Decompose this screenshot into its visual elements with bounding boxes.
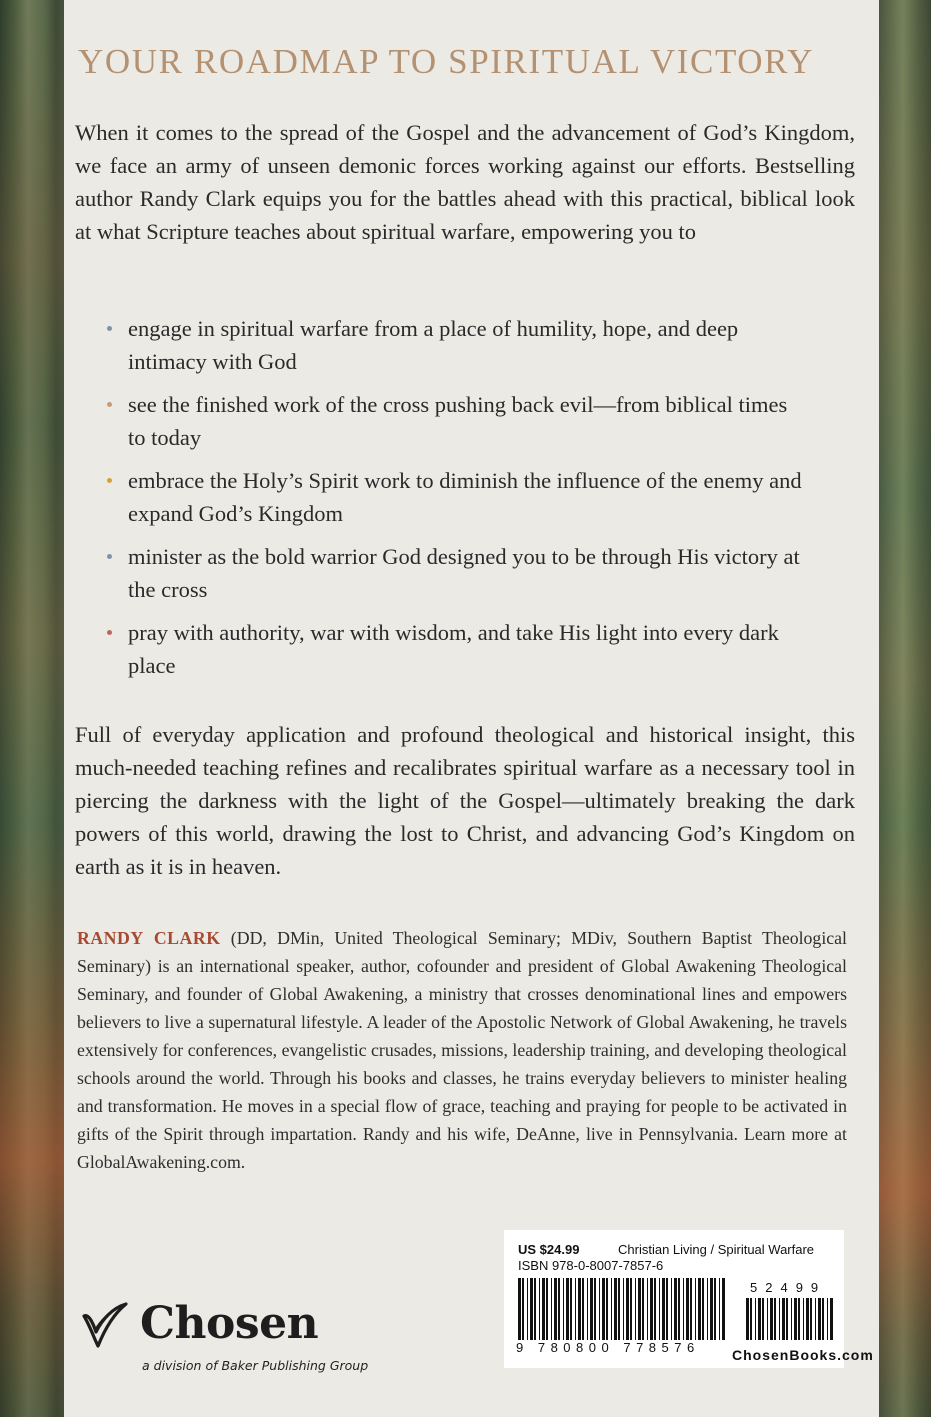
category-label: Christian Living / Spiritual Warfare <box>618 1242 815 1257</box>
barcode-bar <box>762 1298 764 1340</box>
barcode-bar <box>774 1298 776 1340</box>
barcode-bar <box>714 1278 716 1340</box>
benefit-text: see the finished work of the cross pushing back evil—from biblical times to today <box>128 392 788 450</box>
publisher-subtitle: a division of Baker Publishing Group <box>142 1358 369 1373</box>
barcode-bar <box>635 1278 636 1340</box>
headline: YOUR ROADMAP TO SPIRITUAL VICTORY <box>78 42 815 81</box>
benefit-text: pray with authority, war with wisdom, and take His light into every dark place <box>128 620 779 678</box>
barcode-bar <box>563 1278 564 1340</box>
barcode-bar <box>782 1298 785 1340</box>
barcode-bar <box>798 1298 800 1340</box>
barcode-bar <box>606 1278 608 1340</box>
barcode-bar <box>618 1278 620 1340</box>
barcode-bar <box>650 1278 653 1340</box>
addon-digits: 52499 <box>750 1280 827 1295</box>
barcode-bar <box>698 1278 701 1340</box>
benefit-item <box>64 464 808 530</box>
publisher-logo <box>78 1290 408 1380</box>
publisher-website: ChosenBooks.com <box>732 1347 874 1363</box>
barcode-bar <box>666 1278 668 1340</box>
barcode-bar <box>611 1278 612 1340</box>
barcode-bar <box>578 1278 581 1340</box>
barcode-bar <box>599 1278 600 1340</box>
barcode-bar <box>686 1278 689 1340</box>
barcode-bar <box>767 1298 768 1340</box>
benefit-item <box>64 616 808 682</box>
bullet-dot-icon <box>107 554 112 559</box>
barcode-bar <box>587 1278 588 1340</box>
barcode-bar <box>786 1298 788 1340</box>
barcode-bar <box>602 1278 605 1340</box>
back-cover-panel <box>64 0 879 1417</box>
barcode-bar <box>530 1278 533 1340</box>
barcode-bar <box>590 1278 593 1340</box>
bullet-dot-icon <box>107 402 112 407</box>
benefit-text: engage in spiritual warfare from a place of humility, hope, and deep intimacy with God <box>128 316 739 374</box>
barcode-bar <box>570 1278 572 1340</box>
barcode-bar <box>695 1278 696 1340</box>
barcode-bar <box>818 1298 821 1340</box>
barcode-bar <box>719 1278 720 1340</box>
barcode-bar <box>659 1278 660 1340</box>
barcode-bar <box>690 1278 692 1340</box>
barcode-bar <box>575 1278 576 1340</box>
benefit-list <box>64 312 844 692</box>
barcode-bar <box>750 1298 752 1340</box>
barcode-bar <box>803 1298 804 1340</box>
barcode-bar <box>827 1298 828 1340</box>
intro-paragraph: When it comes to the spread of the Gospel and the advancement of God’s Kingdom, we face an army of unseen demonic forces working against our efforts. Bestselling author Randy Clark equips you for the battles ahead with this practical, biblical look at what Scripture teaches about spiritual warfare, empowering you to <box>75 120 855 244</box>
barcode-bar <box>662 1278 665 1340</box>
barcode-bar <box>594 1278 596 1340</box>
barcode-bar <box>522 1278 524 1340</box>
benefit-item <box>64 312 808 378</box>
barcode-bar <box>815 1298 816 1340</box>
publisher-name: Chosen <box>140 1298 319 1349</box>
barcode-bar <box>630 1278 632 1340</box>
barcode-bar <box>582 1278 584 1340</box>
barcode-bar <box>722 1278 725 1340</box>
barcode-bar <box>638 1278 641 1340</box>
right-edge-texture <box>879 0 931 1417</box>
barcode-bar <box>554 1278 557 1340</box>
benefit-item <box>64 388 808 454</box>
barcode-bar <box>806 1298 809 1340</box>
barcode-bar <box>791 1298 792 1340</box>
barcode-bar <box>647 1278 648 1340</box>
barcode-bar <box>534 1278 536 1340</box>
bullet-dot-icon <box>107 478 112 483</box>
barcode-bar <box>527 1278 528 1340</box>
benefit-item <box>64 540 808 606</box>
barcode-bar <box>654 1278 656 1340</box>
barcode-bar <box>758 1298 761 1340</box>
left-edge-texture <box>0 0 64 1417</box>
price-label: US $24.99 <box>518 1242 580 1257</box>
ean-barcode <box>518 1278 728 1340</box>
benefit-text: embrace the Holy’s Spirit work to diminish the influence of the enemy and expand God’s Kingdom <box>128 468 802 526</box>
barcode-bar <box>830 1298 833 1340</box>
barcode-bar <box>626 1278 629 1340</box>
barcode-bar <box>770 1298 773 1340</box>
bullet-dot-icon <box>107 326 112 331</box>
author-bio-text: (DD, DMin, United Theological Seminary; MDiv, Southern Baptist Theological Seminary) is an international speaker, author, cofounder and president of Global Awakening Theological Seminary, and founder of Global Awakening, a ministry that crosses denominational lines and empowers believers to live a supernatural lifestyle. A leader of the Apostolic Network of Global Awakening, he travels extensively for conferences, evangelistic crusades, missions, leadership training, and developing theological schools around the world. Through his books and classes, he trains everyday believers to minister healing and transformation. He moves in a special flow of grace, teaching and praying for people to be activated in gifts of the Spirit through impartation. Randy and his wife, DeAnne, live in Pennsylvania. Learn more at GlobalAwakening.com. <box>77 928 847 1172</box>
barcode-bar <box>542 1278 545 1340</box>
barcode-bar <box>810 1298 812 1340</box>
price-barcode-box <box>504 1230 874 1368</box>
barcode-bar <box>755 1298 756 1340</box>
barcode-bar <box>566 1278 569 1340</box>
barcode-bar <box>546 1278 548 1340</box>
chosen-checkmark-icon <box>78 1298 134 1354</box>
addon-barcode <box>746 1298 836 1340</box>
barcode-bar <box>710 1278 713 1340</box>
barcode-bar <box>671 1278 672 1340</box>
barcode-bar <box>702 1278 704 1340</box>
benefit-text: minister as the bold warrior God designed you to be through His victory at the cross <box>128 544 800 602</box>
barcode-bar <box>539 1278 540 1340</box>
barcode-bar <box>518 1278 521 1340</box>
barcode-bar <box>779 1298 780 1340</box>
barcode-bar <box>551 1278 552 1340</box>
barcode-bar <box>746 1298 749 1340</box>
barcode-bar <box>558 1278 560 1340</box>
barcode-bar <box>678 1278 680 1340</box>
author-bio <box>77 924 847 1176</box>
barcode-bar <box>822 1298 824 1340</box>
author-name: RANDY CLARK <box>77 928 221 948</box>
ean-digits: 9 780800 778576 <box>516 1340 700 1355</box>
closing-paragraph: Full of everyday application and profound theological and historical insight, this much-needed teaching refines and recalibrates spiritual warfare as a necessary tool in piercing the darkness with the light of the Gospel—ultimately breaking the dark powers of this world, drawing the lost to Christ, and advancing God’s Kingdom on earth as it is in heaven. <box>75 722 855 879</box>
barcode-bar <box>614 1278 617 1340</box>
barcode-bar <box>674 1278 677 1340</box>
barcode-bar <box>707 1278 708 1340</box>
barcode-bar <box>642 1278 644 1340</box>
barcode-bar <box>794 1298 797 1340</box>
barcode-bar <box>623 1278 624 1340</box>
bullet-dot-icon <box>107 630 112 635</box>
isbn-label: ISBN 978-0-8007-7857-6 <box>518 1258 664 1273</box>
barcode-bar <box>683 1278 684 1340</box>
